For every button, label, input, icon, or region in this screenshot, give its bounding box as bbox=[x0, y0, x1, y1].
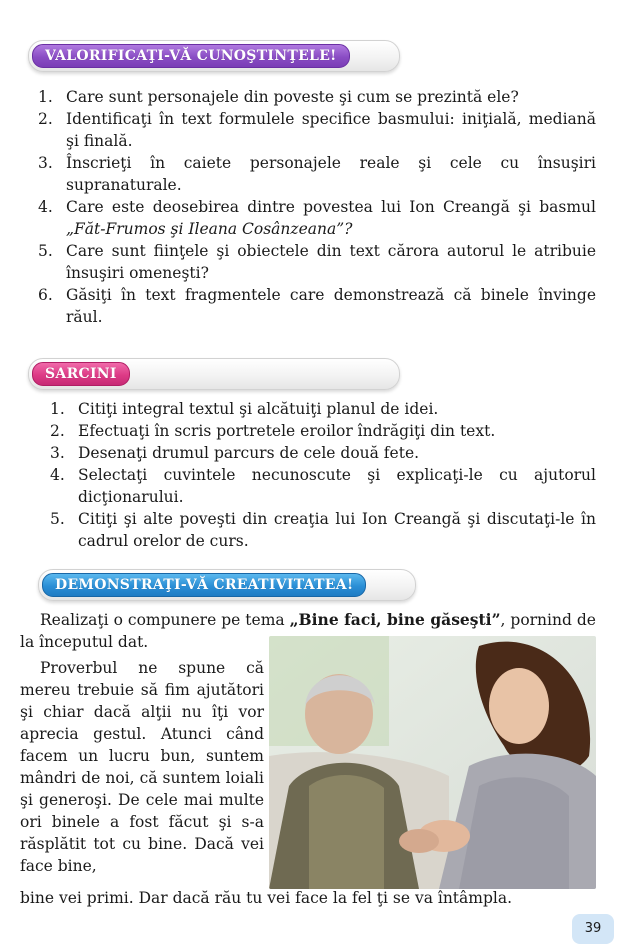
proverb-paragraph: Proverbul ne spune că mereu trebuie să fim ajutători şi chiar dacă alţii nu îţi vor aprecia gestul. Atunci când facem un lucru bun, suntem mândri de noi, că suntem loiali şi generoşi. De cele mai multe ori binele a fost făcut şi s-a răsplătit tot cu bine. Dacă vei face bine, bbox=[20, 659, 264, 875]
composition-prompt: Realizaţi o compunere pe tema „Bine faci, bine găseşti”, pornind de la începutul dat. bbox=[20, 610, 596, 651]
tasks-list bbox=[50, 398, 596, 552]
questions-list bbox=[38, 86, 596, 328]
section-title-valorificati: VALORIFICAŢI-VĂ CUNOŞTINŢELE! bbox=[32, 44, 350, 68]
composition-theme: „Bine faci, bine găseşti” bbox=[289, 610, 501, 629]
list-item: 3. Înscrieţi în caiete personajele reale şi cele cu însuşiri supranaturale. bbox=[38, 154, 596, 194]
section-banner-valorificati bbox=[28, 40, 400, 72]
photo-young-woman-and-elderly-woman bbox=[269, 636, 596, 889]
list-item: 6. Găsiţi în text fragmentele care demonstrează că binele învinge răul. bbox=[38, 286, 596, 326]
list-item: 4. Care este deosebirea dintre povestea lui Ion Creangă şi basmul „Făt-Frumos şi Ileana Cosânzeana”? bbox=[38, 198, 596, 238]
list-item: 5. Care sunt fiinţele şi obiectele din text cărora autorul le atribuie însuşiri omeneşti? bbox=[38, 242, 596, 282]
fairy-tale-title: „Făt-Frumos şi Ileana Cosânzeana”? bbox=[66, 220, 353, 238]
list-item: 2. Efectuaţi în scris portretele eroilor îndrăgiţi din text. bbox=[50, 422, 496, 440]
list-item: 1. Care sunt personajele din poveste şi cum se prezintă ele? bbox=[38, 88, 519, 106]
list-item: 1. Citiţi integral textul şi alcătuiţi planul de idei. bbox=[50, 400, 439, 418]
list-item: 5. Citiţi şi alte poveşti din creaţia lui Ion Creangă şi discutaţi-le în cadrul orelor de curs. bbox=[50, 510, 596, 550]
list-item: 3. Desenaţi drumul parcurs de cele două fete. bbox=[50, 444, 420, 462]
list-item: 2. Identificaţi în text formulele specifice basmului: iniţială, mediană şi finală. bbox=[38, 110, 596, 150]
section-title-sarcini: SARCINI bbox=[32, 362, 130, 386]
section-banner-creativitate bbox=[38, 569, 416, 601]
section-banner-sarcini bbox=[28, 358, 400, 390]
page-number: 39 bbox=[572, 914, 614, 944]
section-title-creativitate: DEMONSTRAŢI-VĂ CREATIVITATEA! bbox=[42, 573, 366, 597]
list-item: 4. Selectaţi cuvintele necunoscute şi explicaţi-le cu ajutorul dicţionarului. bbox=[50, 466, 596, 506]
closing-line: bine vei primi. Dar dacă rău tu vei face la fel ţi se va întâmpla. bbox=[20, 889, 513, 907]
